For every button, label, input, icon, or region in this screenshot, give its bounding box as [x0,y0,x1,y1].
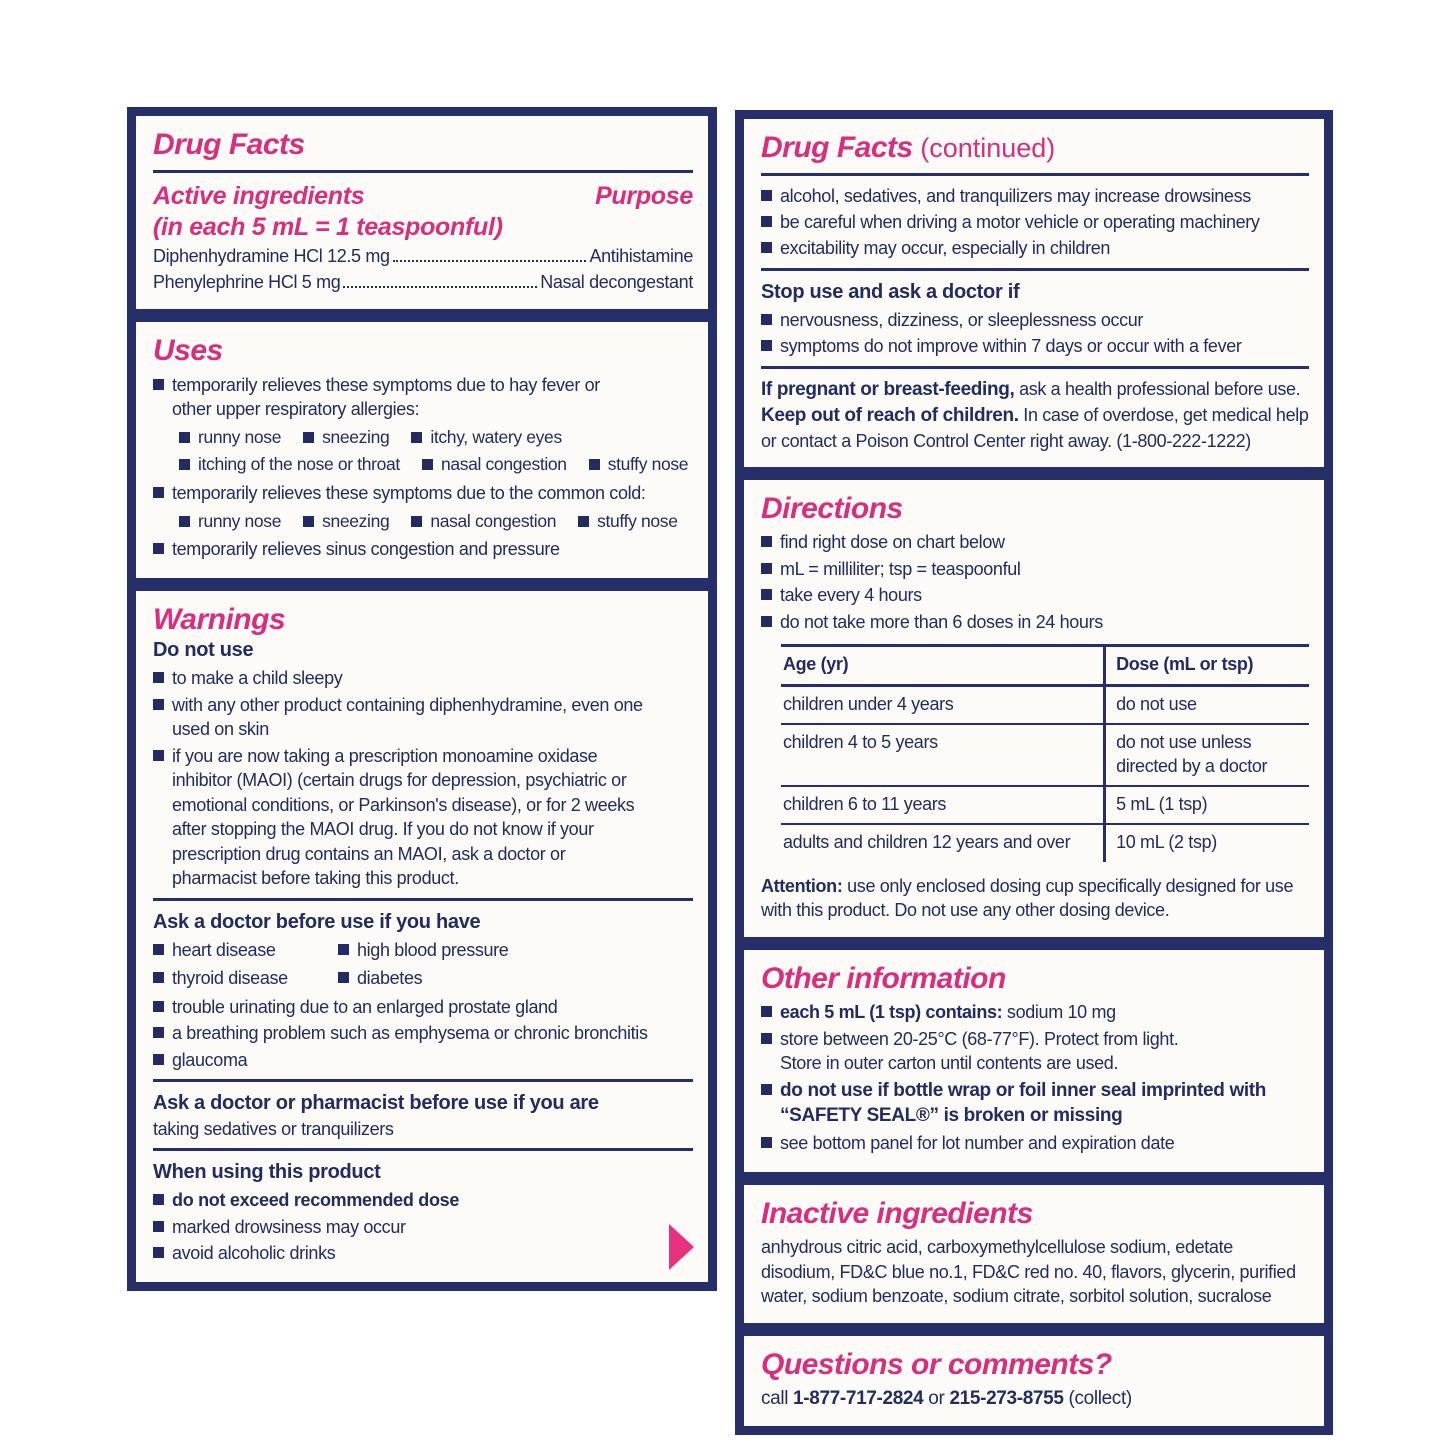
other-info-bullet [761,1000,1309,1024]
symptom: nasal congestion [430,510,557,531]
bullet-icon [761,1137,772,1148]
inactive-ingredients-text: anhydrous citric acid, carboxymethylcellulose sodium, edetate disodium, FD&C blue no.1, FD&C red no. 40, flavors, glycerin, purified water, sodium benzoate, sodium citrate, sorbitol solution, sucralose [761,1237,1296,1307]
bullet-icon [761,589,772,600]
caution-bullet [761,210,1309,234]
ingredient-purpose: Antihistamine [589,246,693,266]
directions-bullet [761,557,1309,581]
other-info-bullet [761,1027,1309,1076]
stop-use-bullet [761,308,1309,332]
dosing-table [781,644,1309,861]
sodium-bold: each 5 mL (1 tsp) contains: [780,1002,1003,1023]
bullet-icon [761,314,772,325]
stop-use-text: symptoms do not improve within 7 days or occur with a fever [780,336,1242,357]
bullet-icon [761,1006,772,1017]
divider [761,366,1309,369]
when-using-text: marked drowsiness may occur [172,1216,406,1237]
contact-line [761,1386,1309,1412]
divider [761,268,1309,271]
when-using-bullet [153,1215,693,1239]
age-cell: children under 4 years [781,687,1103,725]
bullet-icon [153,944,164,955]
bullet-icon [153,543,164,554]
symptom: runny nose [198,510,282,531]
warning-bullet [153,693,693,742]
warning-text: used on skin [172,719,269,740]
bullet-icon [153,1027,164,1038]
directions-text: take every 4 hours [780,585,922,606]
sodium-text: sodium 10 mg [1002,1002,1116,1023]
dose-column-header: Dose (mL or tsp) [1103,647,1309,686]
keep-out-warning-text: In case of overdose, get medical help or contact a Poison Control Center right away. (1-800-222-1222) [761,404,1309,451]
bullet-icon [153,1194,164,1205]
when-using-heading: When using this product [153,1161,381,1184]
bullet-icon [153,1001,164,1012]
right-column [735,110,1333,1435]
when-using-bullet [153,1188,693,1212]
do-not-use-heading: Do not use [153,639,254,662]
attention-bold: Attention: [761,875,843,896]
uses-bullet [153,537,693,561]
bullet-icon [153,1221,164,1232]
when-using-bullet [153,1241,693,1265]
keep-out-warning [761,403,1309,453]
warning-text: prescription drug contains an MAOI, ask a doctor or [172,843,566,864]
bullet-icon [761,563,772,574]
safety-seal-text: do not use if bottle wrap or foil inner seal imprinted with [780,1079,1267,1101]
bullet-icon [761,340,772,351]
storage-text: Store in outer carton until contents are used. [780,1053,1119,1074]
warning-bullet [153,666,693,690]
drug-facts-title: Drug Facts [153,128,305,161]
other-info-bullet [761,1131,1309,1155]
ingredient-row [153,269,693,295]
pregnancy-warning-bold: If pregnant or breast-feeding, [761,378,1015,400]
safety-seal-text: “SAFETY SEAL®” is broken or missing [780,1105,1123,1127]
condition: heart disease [172,939,276,960]
bullet-icon [153,487,164,498]
symptom: sneezing [322,426,390,447]
condition: thyroid disease [172,968,288,989]
panel-directions [744,480,1324,937]
uses-bullet-text: temporarily relieves these symptoms due to the common cold: [172,483,646,504]
bullet-icon [303,432,314,443]
condition: trouble urinating due to an enlarged prostate gland [172,996,558,1017]
condition-bullet [153,1021,693,1045]
panel-uses [136,322,708,578]
panel-inactive-ingredients [744,1185,1324,1323]
directions-text: find right dose on chart below [780,532,1005,553]
dot-leader [343,286,537,288]
ingredient-name: Phenylephrine HCl 5 mg [153,272,341,293]
condition: a breathing problem such as emphysema or chronic bronchitis [172,1023,648,1044]
condition-pair-row [153,964,693,992]
bullet-icon [153,750,164,761]
panel-active-ingredients [136,116,708,309]
bullet-icon [338,944,349,955]
bullet-icon [179,432,190,443]
pregnancy-warning [761,377,1309,403]
condition-pair-row [153,936,693,964]
caution-text: alcohol, sedatives, and tranquilizers may increase drowsiness [780,185,1251,206]
uses-bullet [153,373,693,422]
bullet-icon [411,432,422,443]
call-label: call [761,1388,794,1410]
symptom: sneezing [322,510,390,531]
or-label: or [923,1388,950,1410]
symptom: itching of the nose or throat [198,454,400,475]
bullet-icon [153,672,164,683]
bullet-icon [153,699,164,710]
stop-use-text: nervousness, dizziness, or sleeplessness occur [780,309,1144,330]
phone-number: 1-877-717-2824 [793,1388,924,1410]
warning-text: to make a child sleepy [172,668,343,689]
symptom: stuffy nose [597,510,678,531]
dose-cell: 5 mL (1 tsp) [1103,787,1309,825]
bullet-icon [338,972,349,983]
condition: diabetes [357,968,423,989]
active-ingredients-subheading: (in each 5 mL = 1 teaspoonful) [153,212,503,241]
divider [153,898,693,901]
caution-bullet [761,184,1309,208]
bullet-icon [422,459,433,470]
warning-text: emotional conditions, or Parkinson's disease), or for 2 weeks [172,794,635,815]
dot-leader [393,260,587,262]
bullet-icon [303,516,314,527]
uses-title: Uses [153,334,223,368]
bullet-icon [761,536,772,547]
bullet-icon [179,516,190,527]
directions-bullet [761,530,1309,554]
panel-questions [744,1336,1324,1426]
bullet-icon [411,516,422,527]
condition-bullet [153,995,693,1019]
directions-title: Directions [761,491,903,525]
caution-text: be careful when driving a motor vehicle or operating machinery [780,211,1260,232]
ask-doctor-heading: Ask a doctor before use if you have [153,910,481,933]
bullet-icon [153,972,164,983]
caution-bullet [761,236,1309,260]
symptom: runny nose [198,426,282,447]
bullet-icon [589,459,600,470]
active-ingredients-heading: Active ingredients [153,181,365,210]
age-column-header: Age (yr) [781,647,1103,686]
bullet-icon [761,1084,772,1095]
uses-symptom-row [179,451,693,479]
when-using-text: do not exceed recommended dose [172,1190,460,1211]
bullet-icon [153,1054,164,1065]
purpose-heading: Purpose [595,181,693,210]
dose-cell: 10 mL (2 tsp) [1103,825,1309,861]
bullet-icon [761,242,772,253]
phone-number-collect: 215-273-8755 [949,1388,1064,1410]
bullet-icon [578,516,589,527]
inactive-ingredients-title: Inactive ingredients [761,1196,1033,1230]
drug-facts-title-text: Drug Facts [761,131,913,164]
divider [153,1079,693,1082]
dose-cell: do not use unless directed by a doctor [1103,725,1309,787]
continue-arrow-icon [669,1224,694,1270]
bullet-icon [153,1247,164,1258]
stop-use-heading: Stop use and ask a doctor if [761,280,1020,303]
other-info-bullet [761,1078,1309,1130]
divider [153,170,693,173]
stop-use-bullet [761,334,1309,358]
condition-bullet [153,1048,693,1072]
bullet-icon [179,459,190,470]
storage-text: store between 20-25°C (68-77°F). Protect from light. [780,1028,1179,1049]
uses-bullet-text: temporarily relieves these symptoms due to hay fever or [172,374,600,395]
left-column [127,107,717,1291]
attention-text: use only enclosed dosing cup specifically designed for use with this product. Do not use any other dosing device. [761,875,1294,921]
warnings-title: Warnings [153,602,286,636]
panel-warnings [136,591,708,1282]
other-information-title: Other information [761,961,1006,995]
continued-suffix: (continued) [912,133,1056,163]
bullet-icon [153,379,164,390]
age-cell: children 4 to 5 years [781,725,1103,787]
drug-facts-continued-title [761,131,1309,166]
warning-text: after stopping the MAOI drug. If you do not know if your [172,819,594,840]
symptom: nasal congestion [440,454,567,475]
symptom: itchy, watery eyes [430,426,562,447]
bullet-icon [761,616,772,627]
warning-text: inhibitor (MAOI) (certain drugs for depression, psychiatric or [172,770,627,791]
ingredient-purpose: Nasal decongestant [540,272,693,293]
attention-note [761,874,1309,923]
pregnancy-warning-text: ask a health professional before use. [1014,378,1301,399]
when-using-text: avoid alcoholic drinks [172,1243,336,1264]
panel-drug-facts-continued [744,119,1324,467]
keep-out-warning-bold: Keep out of reach of children. [761,404,1019,426]
age-cell: adults and children 12 years and over [783,832,1071,853]
dose-cell: do not use [1103,687,1309,725]
bullet-icon [761,1033,772,1044]
directions-text: mL = milliliter; tsp = teaspoonful [780,558,1021,579]
panel-other-information [744,950,1324,1172]
warning-text: with any other product containing diphenhydramine, even one [172,694,643,715]
lot-number-text: see bottom panel for lot number and expiration date [780,1133,1175,1154]
age-cell: children 6 to 11 years [781,787,1103,825]
questions-title: Questions or comments? [761,1347,1112,1381]
ingredient-name: Diphenhydramine HCl 12.5 mg [153,246,390,266]
ingredient-row [153,243,693,269]
caution-text: excitability may occur, especially in children [780,238,1111,259]
warning-bullet [153,744,693,891]
directions-bullet [761,610,1309,634]
symptom: stuffy nose [607,454,689,475]
directions-bullet [761,583,1309,607]
ask-pharmacist-heading: Ask a doctor or pharmacist before use if you are [153,1092,599,1115]
bullet-icon [761,216,772,227]
uses-bullet-text: temporarily relieves sinus congestion and pressure [172,539,560,560]
divider [153,1148,693,1151]
active-ingredients-header-row [153,181,693,212]
bullet-icon [761,190,772,201]
uses-symptom-row [179,424,693,452]
warning-text: if you are now taking a prescription monoamine oxidase [172,745,598,766]
ask-pharmacist-text: taking sedatives or tranquilizers [153,1119,394,1140]
collect-label: (collect) [1063,1388,1132,1410]
condition: glaucoma [172,1049,248,1070]
divider [761,173,1309,176]
uses-bullet [153,481,693,505]
uses-bullet-text: other upper respiratory allergies: [172,399,420,420]
directions-text: do not take more than 6 doses in 24 hours [780,611,1103,632]
warning-text: pharmacist before taking this product. [172,868,459,889]
uses-symptom-row [179,508,693,536]
condition: high blood pressure [357,939,509,960]
